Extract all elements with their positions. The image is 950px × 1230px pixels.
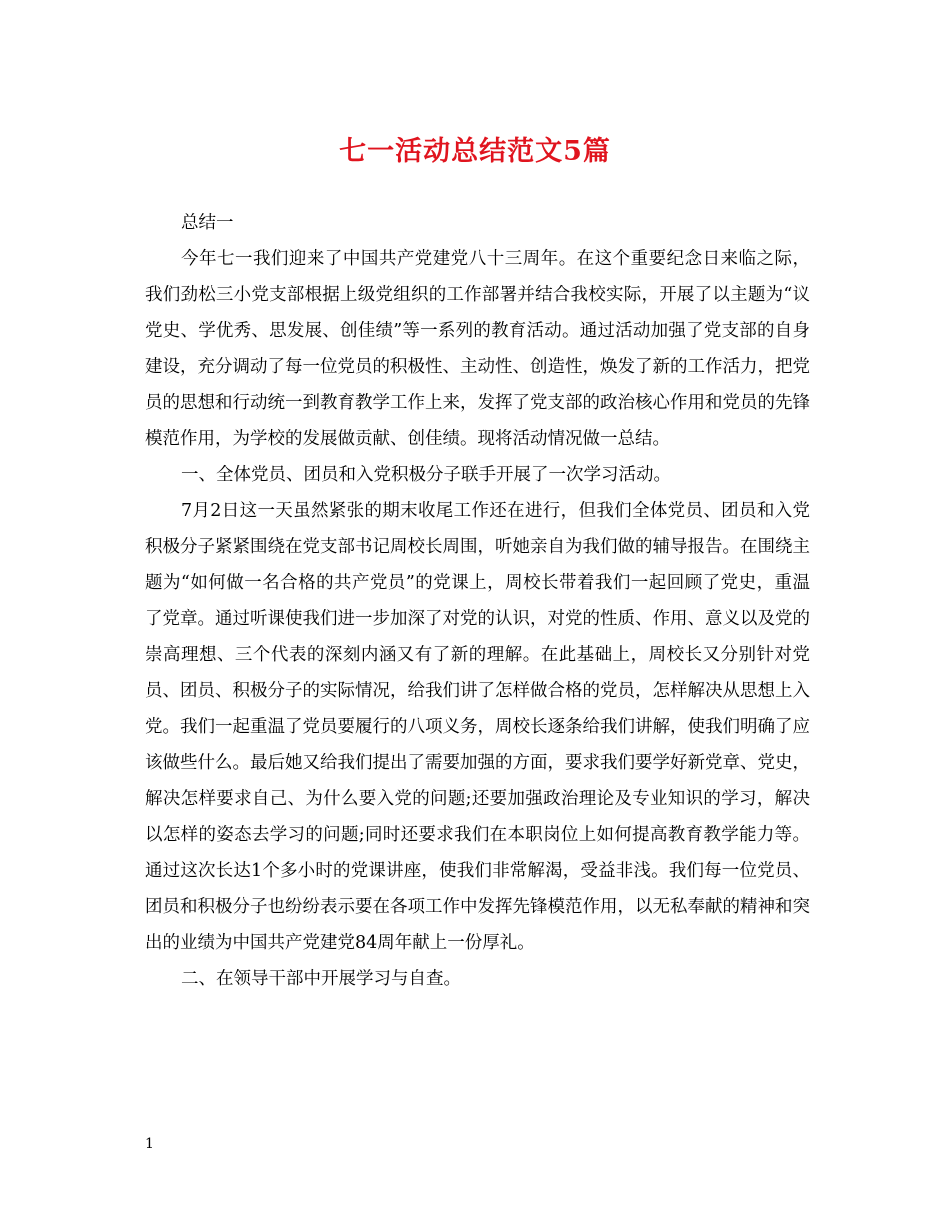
document-body: [145, 205, 810, 997]
section-heading: 总结一: [181, 213, 234, 233]
paragraph-study-activity: 7月2日这一天虽然紧张的期末收尾工作还在进行，但我们全体党员、团员和入党积极分子紧紧围绕在党支部书记周校长周围，听她亲自为我们做的辅导报告。在围绕主题为“如何做一名合格的共产党员”的党课上，周校长带着我们一起回顾了党史，重温了党章。通过听课使我们进一步加深了对党的认识，对党的性质、作用、意义以及党的崇高理想、三个代表的深刻内涵又有了新的理解。在此基础上，周校长又分别针对党员、团员、积极分子的实际情况，给我们讲了怎样做合格的党员，怎样解决从思想上入党。我们一起重温了党员要履行的八项义务，周校长逐条给我们讲解，使我们明确了应该做些什么。最后她又给我们提出了需要加强的方面，要求我们要学好新党章、党史，解决怎样要求自己、为什么要入党的问题;还要加强政治理论及专业知识的学习，解决以怎样的姿态去学习的问题;同时还要求我们在本职岗位上如何提高教育教学能力等。通过这次长达1个多小时的党课讲座，使我们非常解渴，受益非浅。我们每一位党员、团员和积极分子也纷纷表示要在各项工作中发挥先锋模范作用，以无私奉献的精神和突出的业绩为中国共产党建党84周年献上一份厚礼。: [145, 501, 810, 953]
document-title: 七一活动总结范文5篇: [339, 136, 611, 167]
section-heading: 二、在领导干部中开展学习与自查。: [181, 969, 461, 989]
paragraph-intro: 今年七一我们迎来了中国共产党建党八十三周年。在这个重要纪念日来临之际，我们劲松三小党支部根据上级党组织的工作部署并结合我校实际，开展了以主题为“议党史、学优秀、思发展、创佳绩”等一系列的教育活动。通过活动加强了党支部的自身建设，充分调动了每一位党员的积极性、主动性、创造性，焕发了新的工作活力，把党员的思想和行动统一到教育教学工作上来，发挥了党支部的政治核心作用和党员的先锋模范作用，为学校的发展做贡献、创佳绩。现将活动情况做一总结。: [145, 249, 810, 449]
page-number: 1: [145, 1136, 154, 1152]
section-heading: 一、全体党员、团员和入党积极分子联手开展了一次学习活动。: [181, 465, 671, 485]
